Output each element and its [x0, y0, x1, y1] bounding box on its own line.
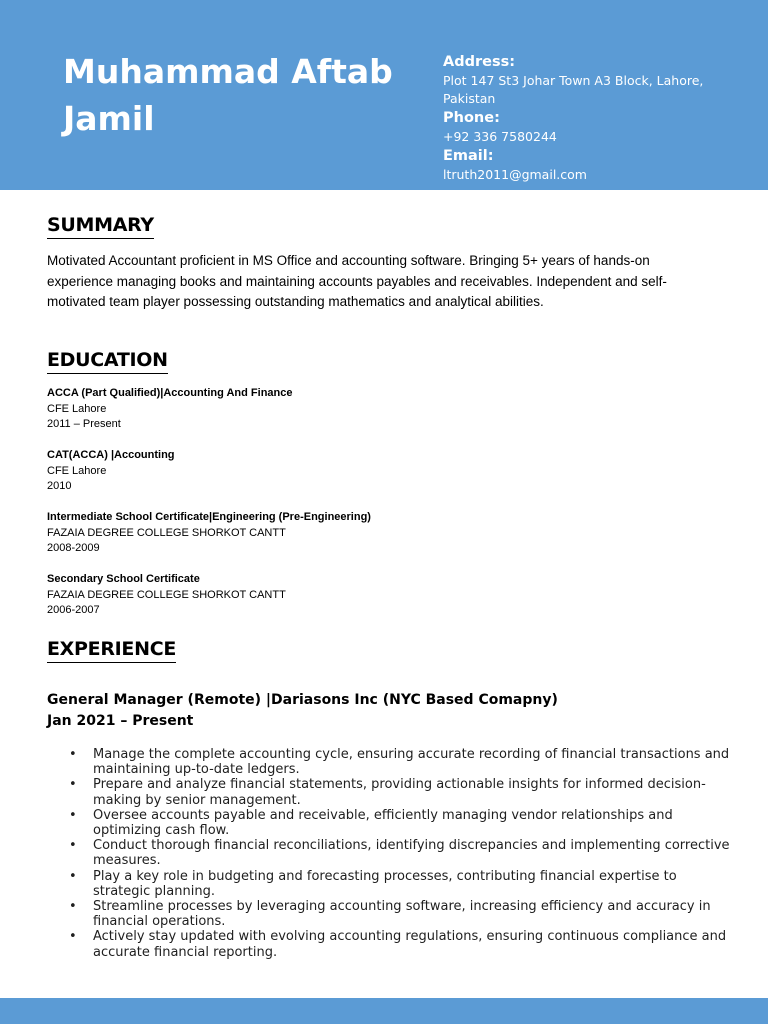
education-years: 2008-2009	[47, 542, 100, 554]
education-school: CFE Lahore	[47, 464, 107, 477]
education-item	[47, 510, 647, 557]
job-dates: Jan 2021 – Present	[47, 713, 194, 729]
education-degree: ACCA (Part Qualified)|Accounting And Finance	[47, 387, 293, 399]
education-list	[47, 386, 647, 634]
summary-text: Motivated Accountant proficient in MS Office and accounting software. Bringing 5+ years of hands-on experience managing books and maintaining accounts payables and receivables. Independent and self-motivated team player possessing outstanding mathematics and analytical abilities.	[47, 253, 667, 309]
education-years: 2011 – Present	[47, 418, 121, 430]
duty-text: Manage the complete accounting cycle, ensuring accurate recording of financial transactions and maintaining up-to-date ledgers.	[93, 747, 730, 778]
education-item	[47, 572, 647, 619]
header-band	[0, 0, 768, 190]
contact-block	[443, 52, 743, 184]
duties-list	[47, 747, 737, 960]
education-item	[47, 386, 647, 433]
phone-value: +92 336 7580244	[443, 129, 557, 144]
duty-text: Prepare and analyze financial statements, providing actionable insights for informed decision-making by senior management.	[93, 777, 706, 808]
education-school: CFE Lahore	[47, 402, 107, 415]
bullet-icon: •	[69, 899, 77, 915]
email-value: ltruth2011@gmail.com	[443, 167, 587, 182]
duty-item	[47, 929, 737, 959]
education-years: 2010	[47, 480, 72, 492]
address-label: Address:	[443, 54, 516, 70]
bullet-icon: •	[69, 777, 77, 793]
education-degree: CAT(ACCA) |Accounting	[47, 449, 175, 461]
duty-text: Play a key role in budgeting and forecasting processes, contributing financial expertise to strategic planning.	[93, 868, 677, 899]
education-heading: EDUCATION	[47, 348, 168, 374]
duty-item	[47, 747, 737, 777]
footer-band	[0, 998, 768, 1024]
duty-item	[47, 869, 737, 899]
duty-text: Actively stay updated with evolving accounting regulations, ensuring continuous compliance and accurate financial reporting.	[93, 929, 727, 960]
education-degree: Intermediate School Certificate|Engineering (Pre-Engineering)	[47, 511, 371, 523]
phone-label: Phone:	[443, 110, 500, 126]
duty-text: Oversee accounts payable and receivable, efficiently managing vendor relationships and optimizing cash flow.	[93, 807, 673, 839]
bullet-icon: •	[69, 807, 77, 823]
education-years: 2006-2007	[47, 604, 100, 616]
bullet-icon: •	[69, 838, 77, 854]
duty-item	[47, 777, 737, 807]
education-item	[47, 448, 647, 495]
duty-text: Conduct thorough financial reconciliations, identifying discrepancies and implementing corrective measures.	[93, 838, 730, 869]
address-value: Plot 147 St3 Johar Town A3 Block, Lahore, Pakistan	[443, 73, 704, 106]
duty-item	[47, 899, 737, 929]
email-label: Email:	[443, 148, 494, 164]
duty-text: Streamline processes by leveraging accounting software, increasing efficiency and accuracy in financial operations.	[93, 899, 711, 930]
bullet-icon: •	[69, 929, 77, 945]
bullet-icon: •	[69, 868, 77, 884]
duty-item	[47, 838, 737, 868]
experience-heading: EXPERIENCE	[47, 637, 176, 663]
education-degree: Secondary School Certificate	[47, 573, 200, 585]
duty-item	[47, 808, 737, 838]
bullet-icon: •	[69, 747, 77, 762]
education-school: FAZAIA DEGREE COLLEGE SHORKOT CANTT	[47, 526, 286, 539]
education-school: FAZAIA DEGREE COLLEGE SHORKOT CANTT	[47, 588, 286, 601]
job-title: General Manager (Remote) |Dariasons Inc (NYC Based Comapny)	[47, 692, 558, 708]
summary-heading: SUMMARY	[47, 213, 154, 239]
candidate-name: Muhammad Aftab Jamil	[63, 52, 393, 138]
